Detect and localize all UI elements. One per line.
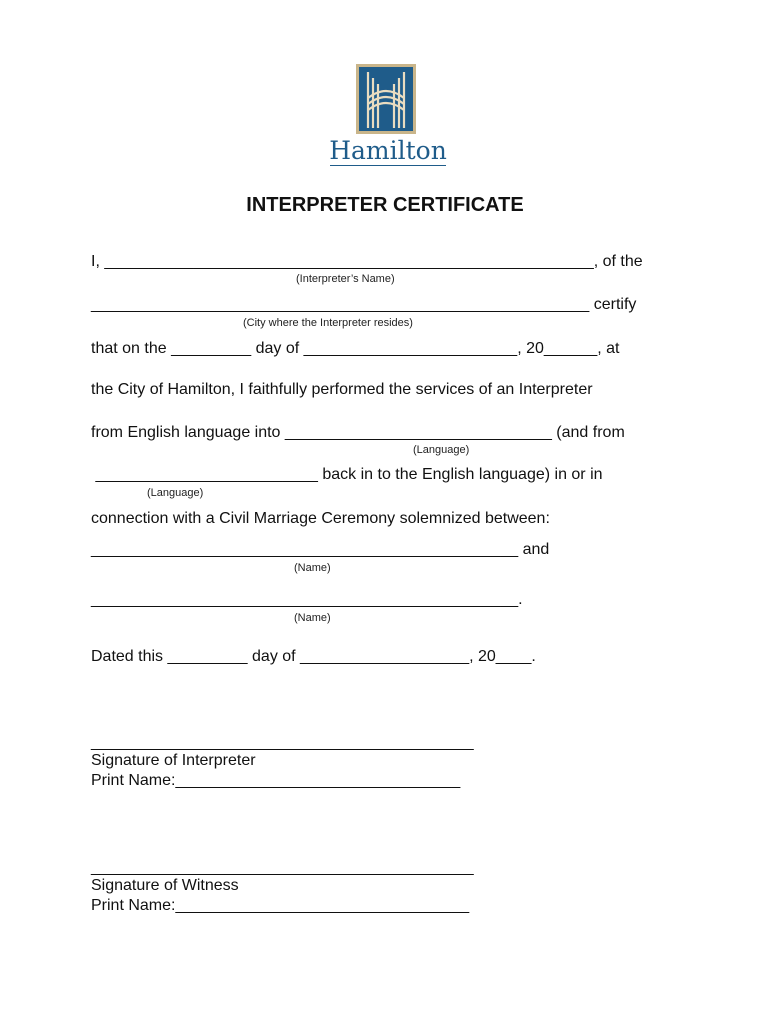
- ceremony-line: connection with a Civil Marriage Ceremony solemnized between:: [91, 510, 550, 527]
- interpreter-signature-label: Signature of Interpreter: [91, 752, 256, 769]
- language-back-line: _________________________ back in to the English language) in or in: [91, 466, 603, 483]
- language-caption-1: (Language): [413, 444, 470, 456]
- interpreter-name-line: I, _______________________________________________________, of the: [91, 253, 643, 270]
- witness-signature-label: Signature of Witness: [91, 877, 239, 894]
- witness-signature-line: ___________________________________________: [91, 859, 474, 876]
- hamilton-logo: [326, 64, 450, 168]
- interpreter-signature-line: ___________________________________________: [91, 734, 474, 751]
- name-caption-2: (Name): [294, 612, 331, 624]
- name-caption-1: (Name): [294, 562, 331, 574]
- city-line: ________________________________________________________ certify: [91, 296, 637, 313]
- date-line: that on the _________ day of ________________________, 20______, at: [91, 340, 620, 357]
- language-caption-2: (Language): [147, 487, 204, 499]
- logo-wordmark: Hamilton: [329, 136, 447, 165]
- hamilton-emblem-icon: [356, 64, 416, 134]
- interpreter-print-name: Print Name:________________________________: [91, 772, 461, 789]
- city-caption: (City where the Interpreter resides): [243, 317, 413, 329]
- name-line-2: ________________________________________________.: [91, 591, 523, 608]
- dated-line: Dated this _________ day of ___________________, 20____.: [91, 648, 536, 665]
- logo-underline: [330, 165, 446, 166]
- name-line-1: ________________________________________________ and: [91, 541, 550, 558]
- services-line: the City of Hamilton, I faithfully performed the services of an Interpreter: [91, 381, 593, 398]
- page-title: INTERPRETER CERTIFICATE: [246, 194, 524, 216]
- interpreter-name-caption: (Interpreter’s Name): [296, 273, 395, 285]
- language-from-line: from English language into ______________________________ (and from: [91, 424, 625, 441]
- witness-print-name: Print Name:_________________________________: [91, 897, 470, 914]
